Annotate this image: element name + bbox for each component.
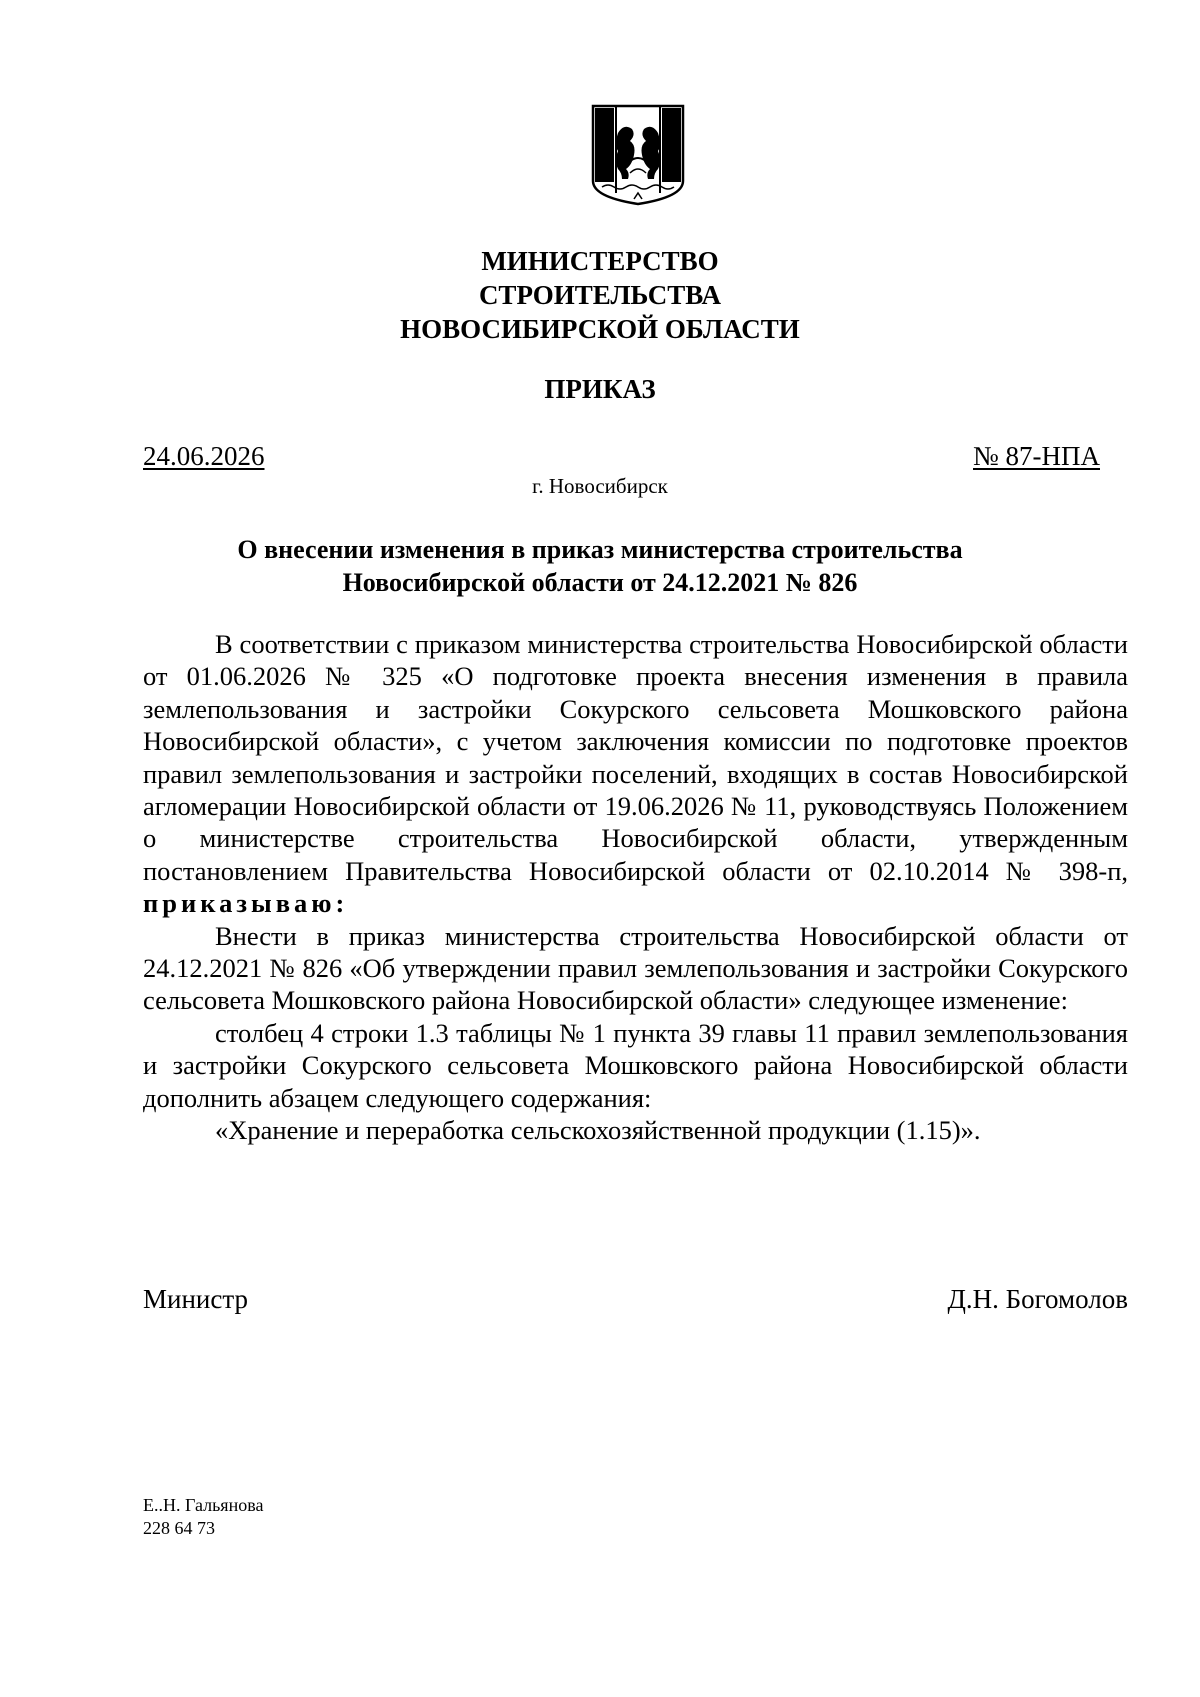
executor-block: [143, 1494, 263, 1540]
document-body: [143, 628, 1128, 1147]
document-date: 24.06.2026: [143, 441, 265, 471]
ministry-name-line-1: МИНИСТЕРСТВО: [481, 246, 719, 276]
body-paragraph-1: [143, 628, 1128, 920]
executor-phone: 228 64 73: [143, 1518, 215, 1538]
document-subject-line-1: О внесении изменения в приказ министерства строительства: [237, 535, 963, 564]
ministry-name-line-2: СТРОИТЕЛЬСТВА: [478, 280, 722, 310]
signatory-role: Министр: [143, 1284, 248, 1314]
coat-of-arms-emblem: [590, 103, 686, 207]
document-subject-line-2: Новосибирской области от 24.12.2021 № 826: [342, 568, 858, 597]
executor-name: Е..Н. Гальянова: [143, 1495, 264, 1515]
body-paragraph-2: Внести в приказ министерства строительства Новосибирской области от 24.12.2021 № 826 «Об утверждении правил землепользования и застройки Сокурского сельсовета Мошковского района Новосибирской области» следующее изменение:: [143, 920, 1128, 1016]
ministry-name-line-3: НОВОСИБИРСКОЙ ОБЛАСТИ: [400, 314, 800, 344]
ministry-name: [0, 244, 1200, 346]
document-subject: [0, 533, 1200, 599]
signatory-name: Д.Н. Богомолов: [947, 1284, 1128, 1314]
body-paragraph-1-text: В соответствии с приказом министерства строительства Новосибирской области от 01.06.2026 № 325 «О подготовке проекта внесения изменения в правила землепользования и застройки Сокурского сельсовета Мошковского района Новосибирской области», с учетом заключения комиссии по подготовке проектов правил землепользования и застройки поселений, входящих в состав Новосибирской агломерации Новосибирской области от 19.06.2026 № 11, руководствуясь Положением о министерстве строительства Новосибирской области, утвержденным постановлением Правительства Новосибирской области от 02.10.2014 № 398-п,: [143, 629, 1128, 886]
document-type: ПРИКАЗ: [544, 374, 656, 404]
decree-word: приказываю:: [143, 888, 349, 919]
body-paragraph-4: «Хранение и переработка сельскохозяйственной продукции (1.15)».: [215, 1115, 981, 1146]
body-paragraph-3: столбец 4 строки 1.3 таблицы № 1 пункта 39 главы 11 правил землепользования и застройки Сокурского сельсовета Мошковского района Новосибирской области дополнить абзацем следующего содержания:: [143, 1017, 1128, 1113]
document-number: № 87-НПА: [973, 441, 1100, 471]
document-city: г. Новосибирск: [532, 474, 668, 498]
